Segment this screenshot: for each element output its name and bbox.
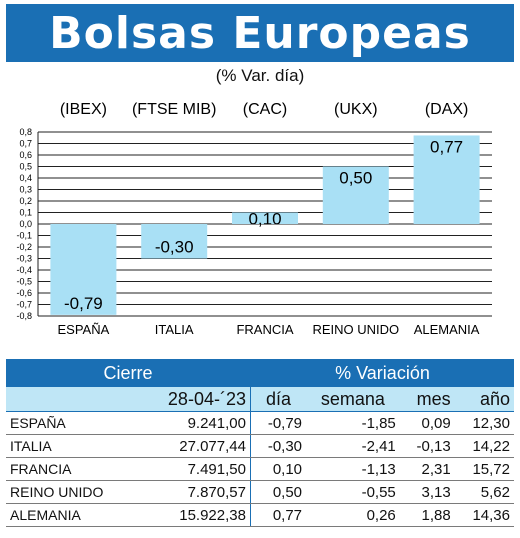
row-name: ESPAÑA	[6, 412, 138, 435]
row-semana: -2,41	[306, 435, 400, 458]
index-label: (CAC)	[242, 101, 288, 118]
bar-chart	[0, 92, 520, 348]
table-subheader-row	[6, 387, 514, 412]
y-tick-label: -0,3	[16, 253, 32, 264]
row-dia: -0,79	[250, 412, 306, 435]
row-cierre: 15.922,38	[138, 504, 251, 527]
header-variacion: % Variación	[250, 359, 514, 387]
row-ano: 14,36	[455, 504, 514, 527]
header-date: 28-04-´23	[138, 387, 251, 412]
header-mes: mes	[400, 387, 455, 412]
row-mes: -0,13	[400, 435, 455, 458]
header-cierre: Cierre	[6, 359, 250, 387]
index-label: (IBEX)	[59, 101, 107, 118]
row-ano: 14,22	[455, 435, 514, 458]
chart-subtitle: (% Var. día)	[215, 66, 305, 85]
category-label: REINO UNIDO	[312, 322, 400, 337]
page-title: Bolsas Europeas	[49, 7, 471, 59]
bar-value-label: -0,79	[64, 293, 103, 313]
row-dia: 0,77	[250, 504, 306, 527]
row-ano: 12,30	[455, 412, 514, 435]
y-tick-label: 0,7	[19, 138, 32, 149]
table-row	[6, 412, 514, 435]
row-name: ITALIA	[6, 435, 138, 458]
y-tick-label: 0,1	[19, 207, 32, 218]
y-tick-label: -0,2	[16, 242, 32, 252]
row-semana: -1,85	[306, 412, 400, 435]
row-cierre: 27.077,44	[138, 435, 251, 458]
row-ano: 5,62	[455, 481, 514, 504]
row-cierre: 7.491,50	[138, 458, 251, 481]
y-tick-label: 0,3	[19, 184, 32, 195]
row-semana: -0,55	[306, 481, 400, 504]
row-dia: -0,30	[250, 435, 306, 458]
header-semana: semana	[306, 387, 400, 412]
index-label: (UKX)	[334, 101, 378, 118]
y-tick-label: 0,4	[19, 173, 32, 183]
row-semana: -1,13	[306, 458, 400, 481]
y-tick-label: 0,0	[19, 219, 32, 229]
row-mes: 3,13	[400, 481, 455, 504]
bar-value-label: -0,30	[154, 237, 194, 257]
y-tick-label: -0,6	[16, 288, 32, 298]
row-mes: 1,88	[400, 504, 455, 527]
index-label: (DAX)	[424, 101, 469, 118]
category-label: ESPAÑA	[57, 322, 110, 337]
y-tick-label: 0,6	[19, 150, 32, 160]
category-label: ITALIA	[154, 322, 194, 337]
title-banner	[6, 4, 514, 62]
index-label: (FTSE MIB)	[131, 101, 217, 118]
y-tick-label: 0,2	[19, 196, 32, 206]
row-name: ALEMANIA	[6, 504, 138, 527]
row-mes: 2,31	[400, 458, 455, 481]
table-row	[6, 504, 514, 527]
y-tick-label: -0,1	[16, 230, 32, 241]
bar-value-label: 0,10	[248, 209, 282, 229]
row-mes: 0,09	[400, 412, 455, 435]
row-name: REINO UNIDO	[6, 481, 138, 504]
y-tick-label: 0,5	[19, 161, 32, 172]
category-label: ALEMANIA	[413, 322, 480, 337]
table-row	[6, 458, 514, 481]
header-ano: año	[455, 387, 514, 412]
subheader-blank	[6, 387, 138, 412]
bar-value-label: 0,50	[339, 168, 373, 188]
row-ano: 15,72	[455, 458, 514, 481]
y-tick-label: -0,8	[16, 311, 32, 321]
y-tick-label: 0,8	[19, 127, 32, 137]
y-tick-label: -0,7	[16, 299, 32, 310]
y-tick-label: -0,4	[16, 265, 32, 275]
row-cierre: 9.241,00	[138, 412, 251, 435]
row-semana: 0,26	[306, 504, 400, 527]
row-dia: 0,50	[250, 481, 306, 504]
table-row	[6, 481, 514, 504]
table-row	[6, 435, 514, 458]
header-dia: día	[250, 387, 306, 412]
row-name: FRANCIA	[6, 458, 138, 481]
data-table	[6, 359, 514, 527]
row-dia: 0,10	[250, 458, 306, 481]
table-header-row	[6, 359, 514, 387]
y-tick-label: -0,5	[16, 276, 32, 287]
row-cierre: 7.870,57	[138, 481, 251, 504]
bar-value-label: 0,77	[430, 137, 464, 157]
category-label: FRANCIA	[236, 322, 294, 337]
